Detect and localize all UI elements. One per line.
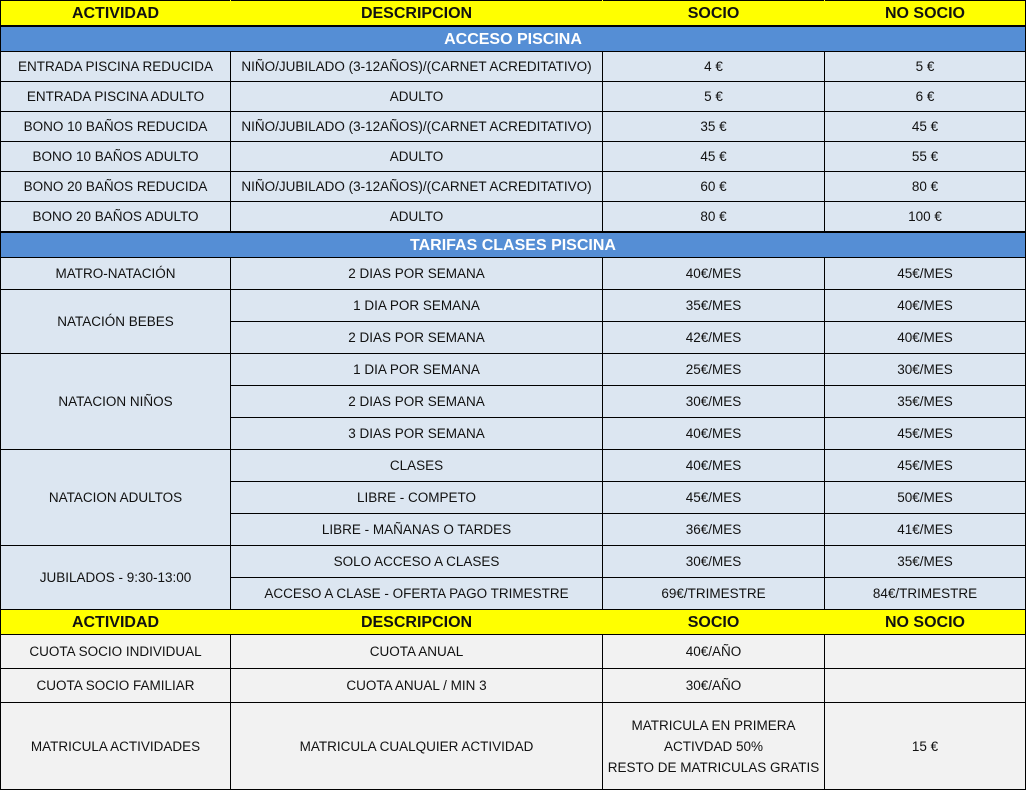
cell-descripcion: ADULTO: [231, 82, 603, 112]
cell-no-socio: 6 €: [825, 82, 1026, 112]
cell-descripcion: MATRICULA CUALQUIER ACTIVIDAD: [231, 703, 603, 790]
cell-descripcion: 1 DIA POR SEMANA: [231, 354, 603, 386]
section-row: [1, 26, 1026, 52]
cell-descripcion: 3 DIAS POR SEMANA: [231, 418, 603, 450]
cell-actividad: BONO 20 BAÑOS REDUCIDA: [1, 172, 231, 202]
cell-socio: 69€/TRIMESTRE: [603, 578, 825, 610]
section-title-tarifas-clases: TARIFAS CLASES PISCINA: [1, 232, 1026, 258]
cell-no-socio: 100 €: [825, 202, 1026, 233]
cell-actividad: NATACIÓN BEBES: [1, 290, 231, 354]
cell-descripcion: CUOTA ANUAL: [231, 635, 603, 669]
cell-no-socio: 15 €: [825, 703, 1026, 790]
cell-no-socio: 50€/MES: [825, 482, 1026, 514]
cell-socio: 40€/MES: [603, 418, 825, 450]
cell-actividad: BONO 10 BAÑOS REDUCIDA: [1, 112, 231, 142]
section-title-acceso-piscina: ACCESO PISCINA: [1, 26, 1026, 52]
cell-no-socio: 45€/MES: [825, 258, 1026, 290]
cell-descripcion: LIBRE - COMPETO: [231, 482, 603, 514]
cell-no-socio: 45 €: [825, 112, 1026, 142]
cell-no-socio: 40€/MES: [825, 290, 1026, 322]
cell-no-socio: [825, 635, 1026, 669]
table-row: [1, 82, 1026, 112]
table-row: [1, 669, 1026, 703]
cell-descripcion: NIÑO/JUBILADO (3-12AÑOS)/(CARNET ACREDITATIVO): [231, 172, 603, 202]
table-row: [1, 546, 1026, 578]
cell-socio: [603, 703, 825, 790]
table-row: [1, 52, 1026, 82]
cell-descripcion: 2 DIAS POR SEMANA: [231, 258, 603, 290]
cell-socio: 30€/AÑO: [603, 669, 825, 703]
socio-line: ACTIVDAD 50%: [663, 738, 764, 754]
header-descripcion: DESCRIPCION: [231, 1, 603, 27]
cell-socio: 4 €: [603, 52, 825, 82]
cell-socio: 40€/MES: [603, 258, 825, 290]
header-row: [1, 1, 1026, 27]
cell-actividad: ENTRADA PISCINA REDUCIDA: [1, 52, 231, 82]
cell-socio: 60 €: [603, 172, 825, 202]
cell-descripcion: ADULTO: [231, 142, 603, 172]
table-row: [1, 635, 1026, 669]
cell-descripcion: 2 DIAS POR SEMANA: [231, 322, 603, 354]
cell-socio: 42€/MES: [603, 322, 825, 354]
table-row: [1, 112, 1026, 142]
cell-socio: 45€/MES: [603, 482, 825, 514]
cell-descripcion: LIBRE - MAÑANAS O TARDES: [231, 514, 603, 546]
cell-no-socio: 41€/MES: [825, 514, 1026, 546]
cell-actividad: CUOTA SOCIO INDIVIDUAL: [1, 635, 231, 669]
cell-no-socio: [825, 669, 1026, 703]
header-row: [1, 610, 1026, 635]
cell-no-socio: 80 €: [825, 172, 1026, 202]
table-row: [1, 172, 1026, 202]
cell-descripcion: ACCESO A CLASE - OFERTA PAGO TRIMESTRE: [231, 578, 603, 610]
cell-socio: 30€/MES: [603, 386, 825, 418]
cell-no-socio: 35€/MES: [825, 546, 1026, 578]
cell-descripcion: 2 DIAS POR SEMANA: [231, 386, 603, 418]
socio-line: RESTO DE MATRICULAS GRATIS: [607, 759, 820, 775]
header-no-socio: NO SOCIO: [825, 610, 1026, 635]
cell-no-socio: 35€/MES: [825, 386, 1026, 418]
cell-actividad: MATRO-NATACIÓN: [1, 258, 231, 290]
cell-actividad: CUOTA SOCIO FAMILIAR: [1, 669, 231, 703]
table-row: [1, 142, 1026, 172]
cell-descripcion: 1 DIA POR SEMANA: [231, 290, 603, 322]
header-descripcion: DESCRIPCION: [231, 610, 603, 635]
cell-actividad: JUBILADOS - 9:30-13:00: [1, 546, 231, 610]
cell-actividad: BONO 20 BAÑOS ADULTO: [1, 202, 231, 233]
cell-descripcion: ADULTO: [231, 202, 603, 233]
cell-descripcion: NIÑO/JUBILADO (3-12AÑOS)/(CARNET ACREDITATIVO): [231, 112, 603, 142]
cell-actividad: NATACION NIÑOS: [1, 354, 231, 450]
cell-socio: 40€/AÑO: [603, 635, 825, 669]
cell-no-socio: 30€/MES: [825, 354, 1026, 386]
table-row: [1, 703, 1026, 790]
table-row: [1, 354, 1026, 386]
cell-socio: 36€/MES: [603, 514, 825, 546]
cell-actividad: NATACION ADULTOS: [1, 450, 231, 546]
cell-socio: 5 €: [603, 82, 825, 112]
cell-socio: 35€/MES: [603, 290, 825, 322]
header-actividad: ACTIVIDAD: [1, 610, 231, 635]
cell-socio: 45 €: [603, 142, 825, 172]
header-socio: SOCIO: [603, 1, 825, 27]
table-row: [1, 290, 1026, 322]
cell-socio: 40€/MES: [603, 450, 825, 482]
cell-descripcion: SOLO ACCESO A CLASES: [231, 546, 603, 578]
header-socio: SOCIO: [603, 610, 825, 635]
cell-descripcion: CUOTA ANUAL / MIN 3: [231, 669, 603, 703]
table-row: [1, 258, 1026, 290]
cell-socio: 30€/MES: [603, 546, 825, 578]
table-row: [1, 450, 1026, 482]
cell-no-socio: 55 €: [825, 142, 1026, 172]
socio-line: MATRICULA EN PRIMERA: [631, 717, 796, 733]
cell-socio: 35 €: [603, 112, 825, 142]
header-actividad: ACTIVIDAD: [1, 1, 231, 27]
cell-actividad: BONO 10 BAÑOS ADULTO: [1, 142, 231, 172]
cell-no-socio: 5 €: [825, 52, 1026, 82]
cell-socio: 25€/MES: [603, 354, 825, 386]
header-no-socio: NO SOCIO: [825, 1, 1026, 27]
cell-descripcion: NIÑO/JUBILADO (3-12AÑOS)/(CARNET ACREDITATIVO): [231, 52, 603, 82]
cell-no-socio: 40€/MES: [825, 322, 1026, 354]
cell-actividad: ENTRADA PISCINA ADULTO: [1, 82, 231, 112]
cell-socio: 80 €: [603, 202, 825, 233]
cell-no-socio: 45€/MES: [825, 418, 1026, 450]
cell-no-socio: 84€/TRIMESTRE: [825, 578, 1026, 610]
cell-actividad: MATRICULA ACTIVIDADES: [1, 703, 231, 790]
section-row: [1, 232, 1026, 258]
cell-no-socio: 45€/MES: [825, 450, 1026, 482]
cell-descripcion: CLASES: [231, 450, 603, 482]
table-row: [1, 202, 1026, 233]
